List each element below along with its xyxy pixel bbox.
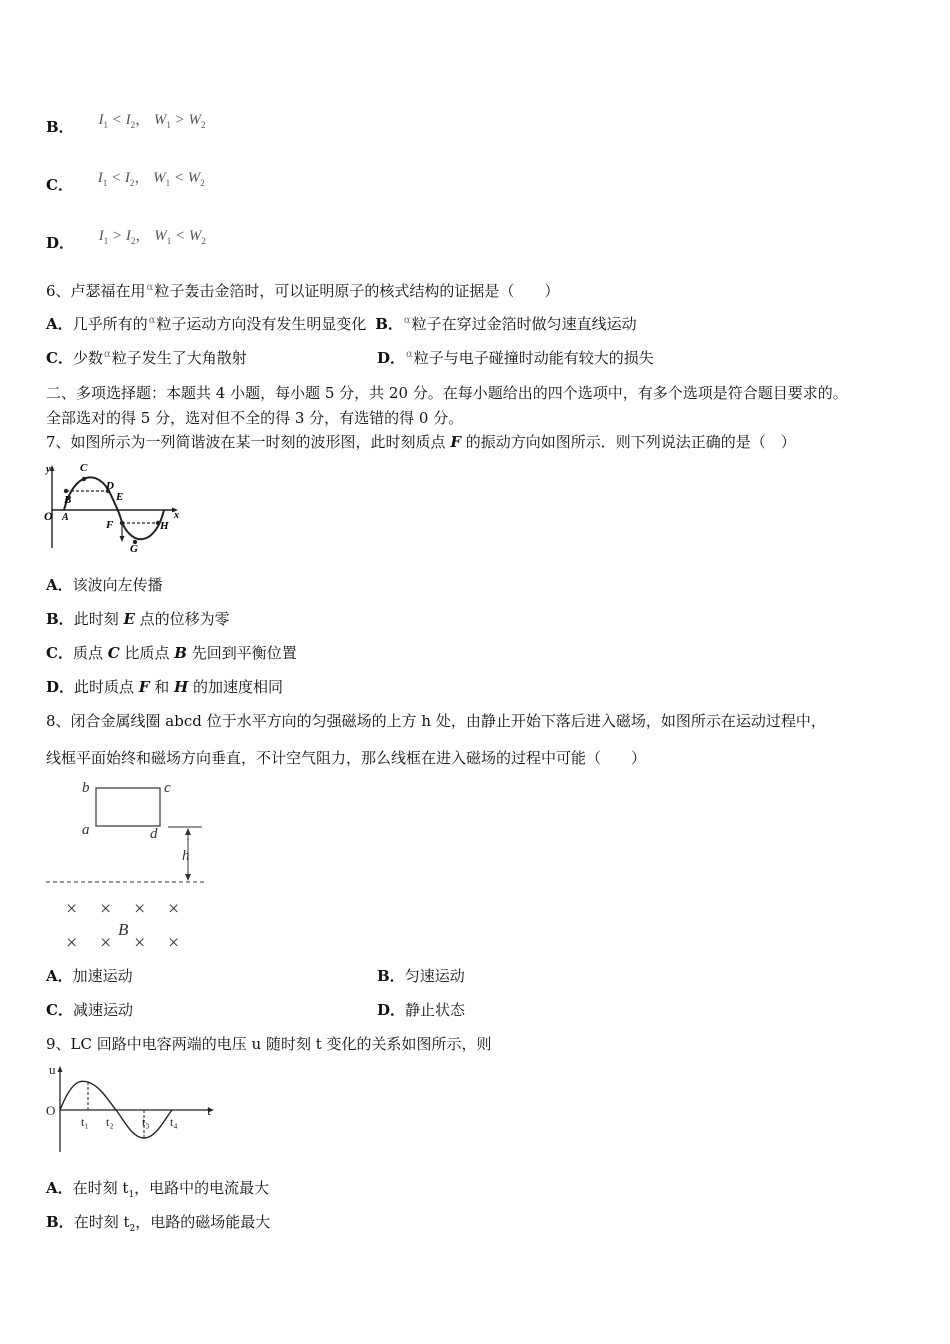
cross-mark: ×	[66, 932, 78, 954]
q7-option-d: D．此时质点 F 和 H 的加速度相同	[46, 678, 283, 696]
label-h: H	[160, 520, 169, 532]
label-g: G	[130, 543, 138, 553]
cross-mark: ×	[168, 932, 180, 954]
h-arrow-bottom	[185, 874, 191, 881]
label-b: B	[64, 494, 72, 506]
q8-coil-figure	[44, 776, 214, 954]
u-axis-arrow	[58, 1066, 63, 1072]
q9-option-a: A．在时刻 $t_1$，电路中的电流最大	[46, 1179, 270, 1200]
option-letter: C．	[46, 176, 73, 194]
q5-option-d	[46, 224, 206, 252]
q7-wave-figure	[44, 458, 184, 553]
section2-line1: 二、多项选择题：本题共 4 小题，每小题 5 分，共 20 分。在每小题给出的四个选项中，有多个选项是符合题目要求的。	[46, 384, 848, 402]
q8-option-b: B．匀速运动	[377, 967, 465, 985]
q8-option-c: C．减速运动	[46, 1001, 133, 1019]
q8-stem-line1: 8、闭合金属线圈 abcd 位于水平方向的匀强磁场的上方 h 处，由静止开始下落后进入磁场，如图所示在运动过程中，	[46, 712, 826, 730]
cross-mark: ×	[134, 932, 146, 954]
label-t2: t₂	[106, 1115, 114, 1129]
q7-option-a: A．该波向左传播	[46, 576, 163, 594]
f-velocity-arrowhead	[120, 536, 125, 542]
q9-stem: 9、LC 回路中电容两端的电压 u 随时刻 t 变化的关系如图所示，则	[46, 1035, 492, 1053]
label-a: a	[82, 822, 90, 838]
cross-mark: ×	[100, 898, 112, 920]
point-c	[82, 477, 86, 481]
section2-line2: 全部选对的得 5 分，选对但不全的得 3 分，有选错的得 0 分。	[46, 409, 464, 427]
label-field-b: B	[118, 920, 129, 939]
math-expression: $I_1 > I_2$， $W_1 < W_2$	[98, 228, 206, 246]
label-u: u	[49, 1062, 56, 1077]
label-d: D	[106, 480, 114, 492]
q5-option-c	[46, 166, 205, 194]
q9-option-b: B．在时刻 $t_2$，电路的磁场能最大	[46, 1213, 271, 1234]
q6-option-d: D．$^\alpha$粒子与电子碰撞时动能有较大的损失	[377, 349, 654, 367]
label-b: b	[82, 780, 90, 796]
wave-curve	[64, 477, 164, 539]
q6-stem: 6、卢瑟福在用$^\alpha$粒子轰击金箔时，可以证明原子的核式结构的证据是（ ）	[46, 282, 560, 300]
label-a: A	[62, 512, 69, 523]
q7-option-b: B．此时刻 E 点的位移为零	[46, 610, 230, 628]
label-t1: t₁	[81, 1115, 89, 1129]
q9-voltage-figure	[44, 1060, 224, 1160]
alpha-symbol: α	[146, 282, 154, 293]
label-x: x	[174, 510, 179, 521]
label-d: d	[150, 826, 158, 842]
q6-option-c: C．少数$^\alpha$粒子发生了大角散射	[46, 349, 247, 367]
point-b	[64, 489, 68, 493]
cross-mark: ×	[100, 932, 112, 954]
label-o: O	[44, 509, 53, 523]
option-letter: D．	[46, 234, 75, 252]
q5-option-b	[46, 108, 206, 136]
option-letter: B．	[46, 118, 74, 136]
math-expression: $I_1 < I_2$， $W_1 < W_2$	[97, 170, 205, 188]
q8-stem-line2: 线框平面始终和磁场方向垂直，不计空气阻力，那么线框在进入磁场的过程中可能（ ）	[46, 749, 647, 767]
q7-stem: 7、如图所示为一列简谐波在某一时刻的波形图，此时刻质点 F 的振动方向如图所示．则下列说法正确的是（ ）	[46, 433, 796, 451]
label-y: y	[46, 464, 51, 475]
label-t3: t₃	[142, 1115, 150, 1129]
label-t4: t₄	[170, 1115, 178, 1129]
label-f: F	[106, 519, 114, 531]
cross-mark: ×	[134, 898, 146, 920]
cross-mark: ×	[66, 898, 78, 920]
label-e: E	[116, 491, 124, 503]
q8-option-d: D．静止状态	[377, 1001, 466, 1019]
q7-option-c: C．质点 C 比质点 B 先回到平衡位置	[46, 644, 297, 662]
q6-options-ab: A．几乎所有的$^\alpha$粒子运动方向没有发生明显变化 B．$^\alpha$粒子在穿过金箔时做匀速直线运动	[46, 315, 637, 333]
cross-mark: ×	[168, 898, 180, 920]
coil-rectangle	[96, 788, 160, 826]
h-arrow-top	[185, 828, 191, 835]
label-o: O	[46, 1103, 56, 1118]
point-f	[120, 521, 124, 525]
label-h: h	[182, 848, 190, 864]
math-expression: $I_1 < I_2$， $W_1 > W_2$	[98, 112, 206, 130]
label-t: t	[207, 1104, 211, 1119]
q8-option-a: A．加速运动	[46, 967, 133, 985]
label-c: C	[80, 462, 88, 474]
label-c: c	[164, 780, 171, 796]
